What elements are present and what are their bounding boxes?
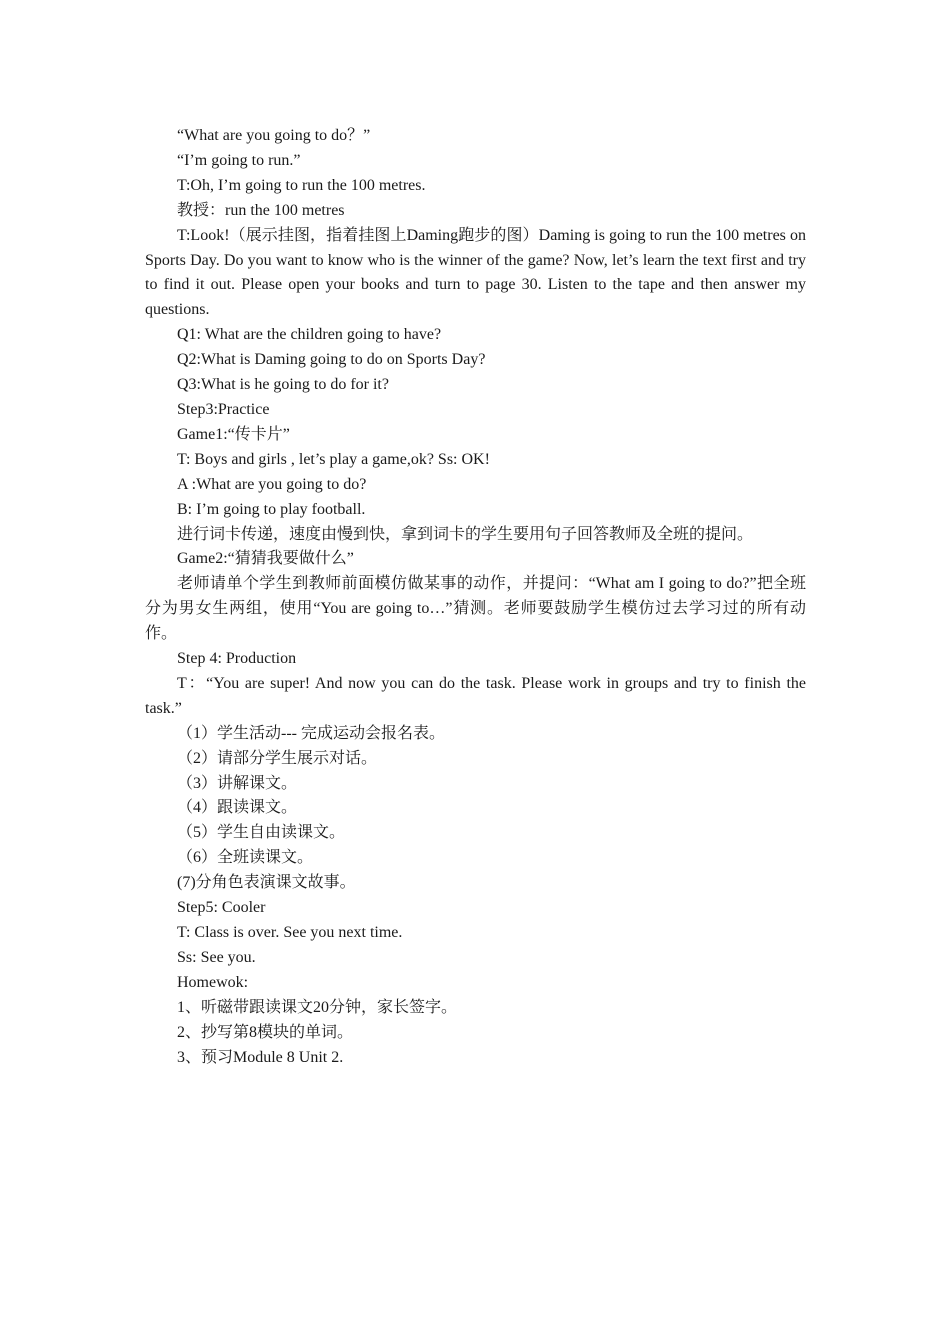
paragraph: “I’m going to run.” — [177, 151, 301, 169]
list-item: （4）跟读课文。 — [177, 799, 298, 817]
question: Q3:What is he going to do for it? — [177, 376, 389, 394]
dialogue-line: T: Class is over. See you next time. — [177, 924, 403, 941]
homework-heading: Homewok: — [177, 973, 249, 991]
paragraph: “What are you going to do？” — [177, 127, 371, 144]
question: Q2:What is Daming going to do on Sports Day? — [177, 351, 486, 369]
dialogue-line: A :What are you going to do? — [177, 475, 367, 493]
list-item: （3）讲解课文。 — [177, 774, 298, 792]
game-heading: Game1:“传卡片” — [177, 425, 290, 443]
step-heading: Step3:Practice — [177, 400, 270, 418]
paragraph: 进行词卡传递，速度由慢到快，拿到词卡的学生要用句子回答教师及全班的提问。 — [177, 525, 754, 543]
paragraph: 老师请单个学生到教师前面模仿做某事的动作，并提问：“What am I going to do?”把全班分为男女生两组，使用“You are going to…”猜测。老师要鼓励学生模仿过去学习过的所有动作。 — [145, 575, 806, 643]
dialogue-line: Ss: See you. — [177, 948, 256, 966]
step-heading: Step5: Cooler — [177, 899, 266, 917]
homework-item: 2、抄写第8模块的单词。 — [177, 1023, 354, 1041]
homework-item: 1、听磁带跟读课文20分钟，家长签字。 — [177, 998, 458, 1016]
list-item: (7)分角色表演课文故事。 — [177, 874, 356, 892]
step-heading: Step 4: Production — [177, 650, 297, 668]
homework-item: 3、预习Module 8 Unit 2. — [177, 1048, 344, 1066]
dialogue-line: B: I’m going to play football. — [177, 500, 366, 518]
list-item: （5）学生自由读课文。 — [177, 824, 346, 842]
list-item: （6）全班读课文。 — [177, 849, 314, 867]
paragraph: T:Oh, I’m going to run the 100 metres. — [177, 176, 426, 194]
paragraph: T：“You are super! And now you can do the task. Please work in groups and try to finish the task.” — [145, 674, 806, 717]
question: Q1: What are the children going to have? — [177, 326, 442, 344]
list-item: （1）学生活动--- 完成运动会报名表。 — [177, 724, 445, 742]
paragraph: 教授：run the 100 metres — [177, 201, 345, 219]
game-heading: Game2:“猜猜我要做什么” — [177, 550, 354, 568]
list-item: （2）请部分学生展示对话。 — [177, 749, 378, 767]
paragraph: T:Look!（展示挂图，指着挂图上Daming跑步的图）Daming is going to run the 100 metres on Sports Day. Do you want to know who is the winner of the game? Now, let’s learn the text first and try to find it out. Please open your books and turn to page 30. Listen to the tape and then answer my questions. — [145, 226, 806, 319]
paragraph: T: Boys and girls , let’s play a game,ok? Ss: OK! — [177, 450, 490, 468]
document-body — [145, 124, 806, 1070]
